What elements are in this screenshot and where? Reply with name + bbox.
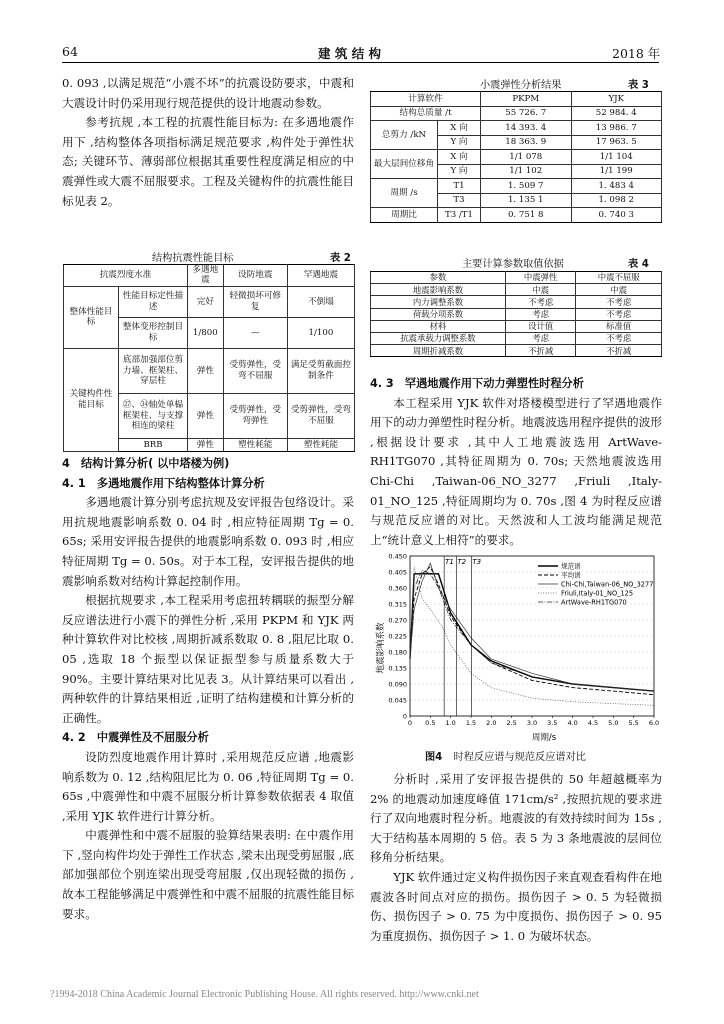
para-1: 0. 093 ,以满足规范“小震不坏”的抗震设防要求，中震和大震设计时仍采用现行规范提供的设计地震动参数。 (62, 76, 354, 110)
y-tick-label: 0.450 (388, 552, 407, 561)
t2-cell: 底部加强部位剪力墙、框架柱、穿层柱 (119, 348, 188, 393)
chart-legend (538, 562, 653, 607)
t3-cell: X 向 (438, 150, 481, 165)
t3-cell: 14 393. 4 (481, 121, 572, 136)
t3-cell: 18 363. 9 (481, 135, 572, 150)
t3-cell: Y 向 (438, 135, 481, 150)
t3-row-label: 周期 /s (371, 179, 438, 208)
journal-name: 建 筑 结 构 (318, 46, 382, 61)
section-4-1-heading: 4. 1 多遇地震作用下结构整体计算分析 (62, 476, 265, 490)
t3-cell: 1/1 102 (481, 164, 572, 179)
t3-cell: 1/1 199 (571, 164, 662, 179)
table-2 (63, 264, 355, 452)
x-tick-label: 0.5 (425, 719, 436, 727)
t3-cell: 1. 098 2 (571, 193, 662, 208)
t2-header: 设防地震 (223, 265, 287, 287)
chart-y-label: 地震影响系数 (376, 622, 386, 674)
t2-cell: 弹性 (188, 438, 224, 451)
x-tick-label: 6.0 (648, 719, 660, 727)
t3-cell: 1/1 104 (571, 150, 662, 165)
t3-cell: 55 726. 7 (481, 106, 572, 121)
t2-header: 抗震烈度水准 (64, 265, 188, 287)
copyright-footer: ?1994-2018 China Academic Journal Electronic Publishing House. All rights reserved. http://www.cnki.net (50, 989, 479, 1000)
right-column-bottom (370, 770, 662, 946)
legend-label: Friuli,Italy-01_NO_125 (561, 589, 634, 598)
t3-cell: 0. 740 3 (571, 208, 662, 223)
section-4-3-heading: 4. 3 罕遇地震作用下动力弹塑性时程分析 (370, 377, 584, 390)
x-tick-label: 3.5 (547, 719, 558, 727)
t4-cell: 周期折减系数 (371, 345, 506, 357)
t2-cell: 1/800 (188, 317, 224, 348)
x-tick-label: 5.0 (608, 719, 619, 727)
x-tick-label: 4.0 (567, 719, 578, 727)
table4-number: 表 4 (628, 259, 649, 270)
t4-cell: 材料 (371, 320, 506, 332)
para-9: YJK 软件通过定义构件损伤因子来直观查看构件在地震波各时间点对应的损伤。损伤因子 > 0. 5 为轻微损伤、损伤因子 > 0. 75 为中度损伤、损伤因子 > 0. 95 为重度损伤、损伤因子 > 1. 0 为破坏状态。 (370, 869, 662, 943)
t4-cell: 标准值 (576, 320, 662, 332)
y-tick-label: 0.315 (388, 600, 407, 609)
y-tick-label: 0.090 (388, 680, 407, 689)
period-label: T3 (472, 558, 482, 566)
t3-cell: 1. 483 4 (571, 179, 662, 194)
para-6: 中震弹性和中震不屈服的验算结果表明: 在中震作用下 ,竖向构件均处于弹性工作状态 ,梁未出现受剪屈服 ,底部加强部位个别连梁出现受弯屈服 ,仅出现轻微的损伤 ,故本工程能够满足中震弹性和中震不屈服的抗震性能目标要求。 (62, 828, 354, 921)
t4-header: 中震不屈服 (576, 272, 662, 284)
header-rule (62, 62, 659, 63)
legend-label: Chi-Chi,Taiwan-06_NO_3277 (561, 580, 654, 589)
response-spectrum-chart (368, 548, 662, 744)
t2-cell: 性能目标定性描述 (119, 286, 188, 317)
para-3: 多遇地震计算分别考虑抗规及安评报告包络设计。采用抗规地震影响系数 0. 04 时 ,相应特征周期 Tg = 0. 65s; 采用安评报告提供的地震影响系数 0. 093 时 ,相应特征周期 Tg = 0. 50s。对于本工程，安评报告提供的地震影响系数对结构计算起控制作用。 (62, 495, 354, 588)
t2-cell: 塑性耗能 (287, 438, 354, 451)
y-tick-label: 0.045 (388, 696, 407, 705)
t3-cell: 结构总质量 /t (371, 106, 481, 121)
x-tick-label: 5.5 (628, 719, 639, 727)
y-tick-label: 0.405 (388, 568, 407, 577)
t4-cell: 地震影响系数 (371, 284, 506, 296)
table2-title: 结构抗震性能目标 (152, 253, 234, 264)
t4-cell: 不折减 (506, 345, 576, 357)
para-7: 本工程采用 YJK 软件对塔楼模型进行了罕遇地震作用下的动力弹塑性时程分析。地震波选用程序提供的波形 ,根据设计要求 ,其中人工地震波选用 ArtWave-RH1TG070 ,其特征周期为 0. 70s; 天然地震波选用 Chi-Chi ,Taiwan-06_NO_3277 ,Friuli ,Italy-01_NO_125 ,特征周期均为 0. 70s ,图 4 为时程反应谱与规范反应谱的对比。天然波和人工波均能满足规范上“统计意义上相符”的要求。 (370, 395, 662, 547)
t3-cell: 1. 509 7 (481, 179, 572, 194)
x-tick-label: 1.0 (445, 719, 456, 727)
left-column-bottom (62, 452, 354, 924)
x-tick-label: 2.0 (486, 719, 497, 727)
t2-cell: 弹性 (188, 348, 224, 393)
t3-row-label: 总剪力 /kN (371, 121, 438, 150)
t4-cell: 不考虑 (576, 308, 662, 320)
period-label: T2 (457, 558, 467, 566)
section-4-heading: 4 结构计算分析( 以中塔楼为例) (62, 457, 230, 470)
t2-header: 多遇地震 (188, 265, 224, 287)
t4-cell: 内力调整系数 (371, 296, 506, 308)
table2-number: 表 2 (330, 253, 351, 264)
t2-cell: 弹性 (188, 393, 224, 438)
t3-header: 计算软件 (371, 92, 481, 107)
y-tick-label: 0.225 (388, 632, 407, 641)
y-tick-label: 0.270 (388, 616, 407, 625)
para-2: 参考抗规 ,本工程的抗震性能目标为: 在多遇地震作用下 ,结构整体各项指标满足规范要求 ,构件处于弹性状态; 关键环节、薄弱部位根据其重要性程度满足相应的中震弹性或大震不屈服要求。工程及关键构件的抗震性能目标见表 2。 (62, 115, 354, 208)
table3-number: 表 3 (628, 80, 649, 91)
para-4: 根据抗规要求 ,本工程采用考虑扭转耦联的振型分解反应谱法进行小震下的弹性分析 ,采用 PKPM 和 YJK 两种计算软件对比校核 ,周期折减系数取 0. 8 ,阻尼比取 0. 05 ,选取 18 个振型以保证振型参与质量系数大于 90%。主要计算结果对比见表 3。从计算结果可以看出 ,两种软件的计算结果相近 ,证明了结构建模和计算分析的正确性。 (62, 593, 354, 725)
t3-row-label: 最大层间位移角 (371, 150, 438, 179)
t3-header: YJK (571, 92, 662, 107)
legend-label: ArtWave-RH1TG070 (561, 598, 627, 607)
issue-year: 2018 年 (612, 46, 661, 61)
t2-cell: 受剪弹性，受弯弹性 (223, 393, 287, 438)
t4-cell: 中震 (576, 284, 662, 296)
t3-header: PKPM (481, 92, 572, 107)
x-tick-label: 2.5 (506, 719, 517, 727)
figure4-number: 图4 (425, 752, 443, 763)
chart-x-label: 周期/s (531, 733, 557, 743)
t3-cell: 1/1 078 (481, 150, 572, 165)
t2-cell: 不倒塌 (287, 286, 354, 317)
x-tick-label: 1.5 (465, 719, 477, 727)
t3-cell: X 向 (438, 121, 481, 136)
page-number: 64 (62, 44, 78, 59)
t2-group-label: 关键构件性能目标 (64, 348, 119, 451)
figure4-title: 时程反应谱与规范反应谱对比 (453, 752, 586, 763)
t2-cell: — (223, 317, 287, 348)
t4-cell: 中震 (506, 284, 576, 296)
t4-header: 参数 (371, 272, 506, 284)
period-label: T1 (445, 558, 454, 566)
t3-row-label: 周期比 (371, 208, 438, 223)
table4-title: 主要计算参数取值依据 (462, 259, 564, 270)
t3-cell: 0. 751 8 (481, 208, 572, 223)
t4-cell: 荷载分项系数 (371, 308, 506, 320)
t3-cell: T3 /T1 (438, 208, 481, 223)
t3-cell: Y 向 (438, 164, 481, 179)
left-column-top (62, 74, 354, 211)
t4-cell: 不考虑 (506, 296, 576, 308)
t2-cell: 塑性耗能 (223, 438, 287, 451)
t3-cell: 52 984. 4 (571, 106, 662, 121)
legend-label: 平均谱 (561, 571, 581, 580)
t4-cell: 设计值 (506, 320, 576, 332)
y-tick-label: 0.360 (388, 584, 407, 593)
t2-cell: 轻微损坏可修复 (223, 286, 287, 317)
y-tick-label: 0 (402, 712, 407, 721)
y-tick-label: 0.180 (388, 648, 407, 657)
t4-cell: 考虑 (506, 332, 576, 344)
t4-header: 中震弹性 (506, 272, 576, 284)
t4-cell: 考虑 (506, 308, 576, 320)
t4-cell: 抗震承载力调整系数 (371, 332, 506, 344)
legend-label: 规范谱 (561, 562, 581, 571)
t2-cell: BRB (119, 438, 188, 451)
t2-cell: 受剪弹性，受弯不屈服 (287, 393, 354, 438)
t4-cell: 不考虑 (576, 296, 662, 308)
t4-cell: 不考虑 (576, 332, 662, 344)
t3-cell: T3 (438, 193, 481, 208)
table3-title: 小震弹性分析结果 (480, 80, 562, 91)
x-tick-label: 4.5 (587, 719, 599, 727)
t2-cell: 受剪弹性，受弯不屈服 (223, 348, 287, 393)
section-4-2-heading: 4. 2 中震弹性及不屈服分析 (62, 731, 209, 745)
t2-cell: 完好 (188, 286, 224, 317)
t2-cell: ㉗、㉞轴处单榀框架柱、与支撑相连的梁柱 (119, 393, 188, 438)
figure4-caption (425, 748, 586, 763)
y-tick-label: 0.135 (388, 664, 407, 673)
t2-cell: 1/100 (287, 317, 354, 348)
right-column-mid (370, 374, 662, 550)
table-4 (370, 271, 662, 357)
t2-cell: 满足受剪截面控制条件 (287, 348, 354, 393)
t3-cell: 1. 135 1 (481, 193, 572, 208)
t4-cell: 不折减 (576, 345, 662, 357)
chart-ticks (388, 553, 659, 728)
t2-group-label: 整体性能目标 (64, 286, 119, 348)
x-tick-label: 0 (407, 719, 413, 727)
table-3 (370, 91, 662, 223)
t2-header: 罕遇地震 (287, 265, 354, 287)
para-5: 设防烈度地震作用计算时 ,采用规范反应谱 ,地震影响系数为 0. 12 ,结构阻尼比为 0. 06 ,特征周期 Tg = 0. 65s ,中震弹性和中震不屈服分析计算参数依据表 4 取值 ,采用 YJK 软件进行计算分析。 (62, 749, 354, 823)
x-tick-label: 3.0 (526, 719, 538, 727)
t3-cell: 17 963. 5 (571, 135, 662, 150)
t3-cell: 13 986. 7 (571, 121, 662, 136)
para-8: 分析时 ,采用了安评报告提供的 50 年超越概率为 2% 的地震动加速度峰值 171cm/s² ,按照抗规的要求进行了双向地震时程分析。地震波的有效持续时间为 15s ,大于结构基本周期的 5 倍。表 5 为 3 条地震波的层间位移角分析结果。 (370, 772, 662, 865)
t2-cell: 整体变形控制目标 (119, 317, 188, 348)
t3-cell: T1 (438, 179, 481, 194)
